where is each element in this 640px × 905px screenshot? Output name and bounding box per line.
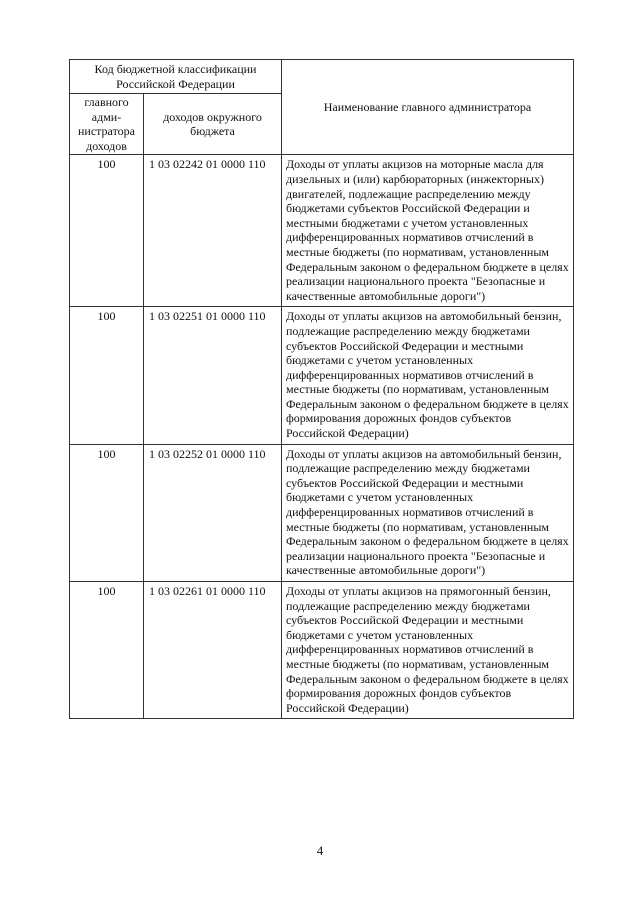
row-income-name: Доходы от уплаты акцизов на автомобильный бензин, подлежащие распределению между бюджетами субъектов Российской Федерации и местными бюджетами с учетом установленных дифференцированных нормативов отчислений в местные бюджеты (по нормативам, установленным Федеральным законом о федеральном бюджете в целях формирования дорожных фондов субъектов Российской Федерации) — [282, 307, 574, 444]
table-row — [70, 307, 574, 444]
row-budget-code: 1 03 02242 01 0000 110 — [144, 155, 282, 307]
header-main-administrator: главного адми-нистратора доходов — [70, 94, 144, 155]
row-budget-code: 1 03 02251 01 0000 110 — [144, 307, 282, 444]
row-administrator-code: 100 — [70, 582, 144, 719]
row-budget-code: 1 03 02252 01 0000 110 — [144, 444, 282, 581]
table-header-row — [70, 60, 574, 94]
header-district-budget-income: доходов окружного бюджета — [144, 94, 282, 155]
row-income-name: Доходы от уплаты акцизов на автомобильный бензин, подлежащие распределению между бюджетами субъектов Российской Федерации и местными бюджетами с учетом установленных дифференцированных нормативов отчислений в местные бюджеты (по нормативам, установленным Федеральным законом о федеральном бюджете в целях реализации национального проекта "Безопасные и качественные автомобильные дороги") — [282, 444, 574, 581]
row-administrator-code: 100 — [70, 307, 144, 444]
budget-classification-table — [69, 59, 574, 719]
header-budget-classification-code: Код бюджетной классификации Российской Федерации — [70, 60, 282, 94]
table-row — [70, 444, 574, 581]
row-income-name: Доходы от уплаты акцизов на прямогонный бензин, подлежащие распределению между бюджетами субъектов Российской Федерации и местными бюджетами с учетом установленных дифференцированных нормативов отчислений в местные бюджеты (по нормативам, установленным Федеральным законом о федеральном бюджете в целях формирования дорожных фондов субъектов Российской Федерации) — [282, 582, 574, 719]
row-income-name: Доходы от уплаты акцизов на моторные масла для дизельных и (или) карбюраторных (инжекторных) двигателей, подлежащие распределению между бюджетами субъектов Российской Федерации и местными бюджетами с учетом установленных дифференцированных нормативов отчислений в местные бюджеты (по нормативам, установленным Федеральным законом о федеральном бюджете в целях реализации национального проекта "Безопасные и качественные автомобильные дороги") — [282, 155, 574, 307]
table-row — [70, 582, 574, 719]
row-administrator-code: 100 — [70, 444, 144, 581]
row-administrator-code: 100 — [70, 155, 144, 307]
page-number: 4 — [316, 843, 324, 858]
row-budget-code: 1 03 02261 01 0000 110 — [144, 582, 282, 719]
table-row — [70, 155, 574, 307]
header-administrator-name: Наименование главного администратора — [282, 60, 574, 155]
